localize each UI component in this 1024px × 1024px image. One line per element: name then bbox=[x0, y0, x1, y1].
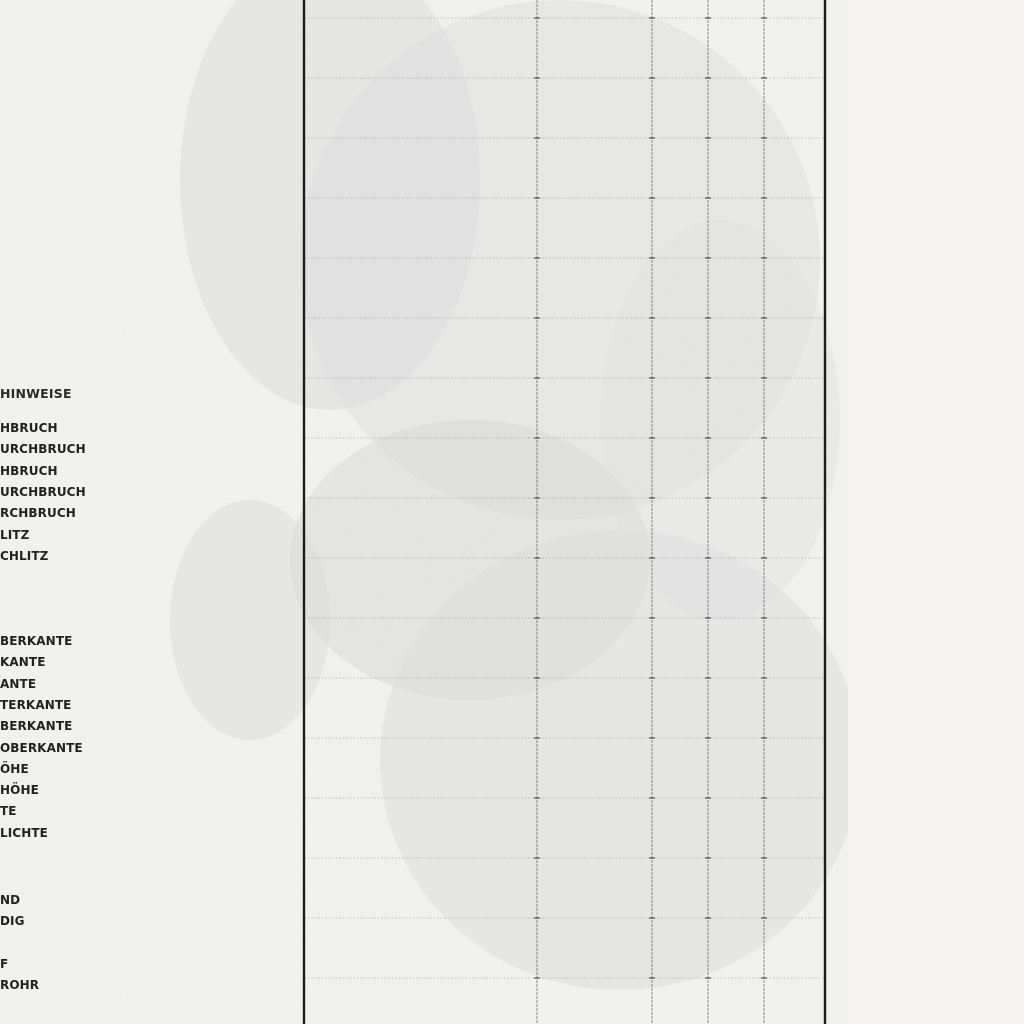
legend-item: URCHBRUCH bbox=[0, 484, 86, 499]
legend-item: TERKANTE bbox=[0, 697, 72, 712]
legend-item: BERKANTE bbox=[0, 719, 73, 734]
legend-item: CHLITZ bbox=[0, 548, 49, 563]
legend-panel bbox=[0, 0, 300, 1024]
legend-item: TE bbox=[0, 804, 17, 819]
legend-item: OBERKANTE bbox=[0, 740, 83, 755]
legend-item: HÖHE bbox=[0, 783, 39, 798]
legend-item: F bbox=[0, 957, 9, 971]
legend-item: ÖHE bbox=[0, 761, 29, 776]
legend-item: LITZ bbox=[0, 527, 30, 542]
legend-item: HBRUCH bbox=[0, 421, 58, 435]
legend-item: KANTE bbox=[0, 655, 46, 670]
legend-item: DIG bbox=[0, 914, 25, 929]
legend-item: ND bbox=[0, 893, 21, 907]
legend-item: ANTE bbox=[0, 676, 37, 691]
legend-title: HINWEISE bbox=[0, 386, 72, 401]
legend-item: HBRUCH bbox=[0, 463, 58, 478]
legend-item: RCHBRUCH bbox=[0, 506, 76, 521]
legend-item: BERKANTE bbox=[0, 634, 73, 648]
legend-item: ROHR bbox=[0, 978, 40, 993]
legend-item: LICHTE bbox=[0, 825, 48, 840]
legend-item: URCHBRUCH bbox=[0, 442, 86, 457]
